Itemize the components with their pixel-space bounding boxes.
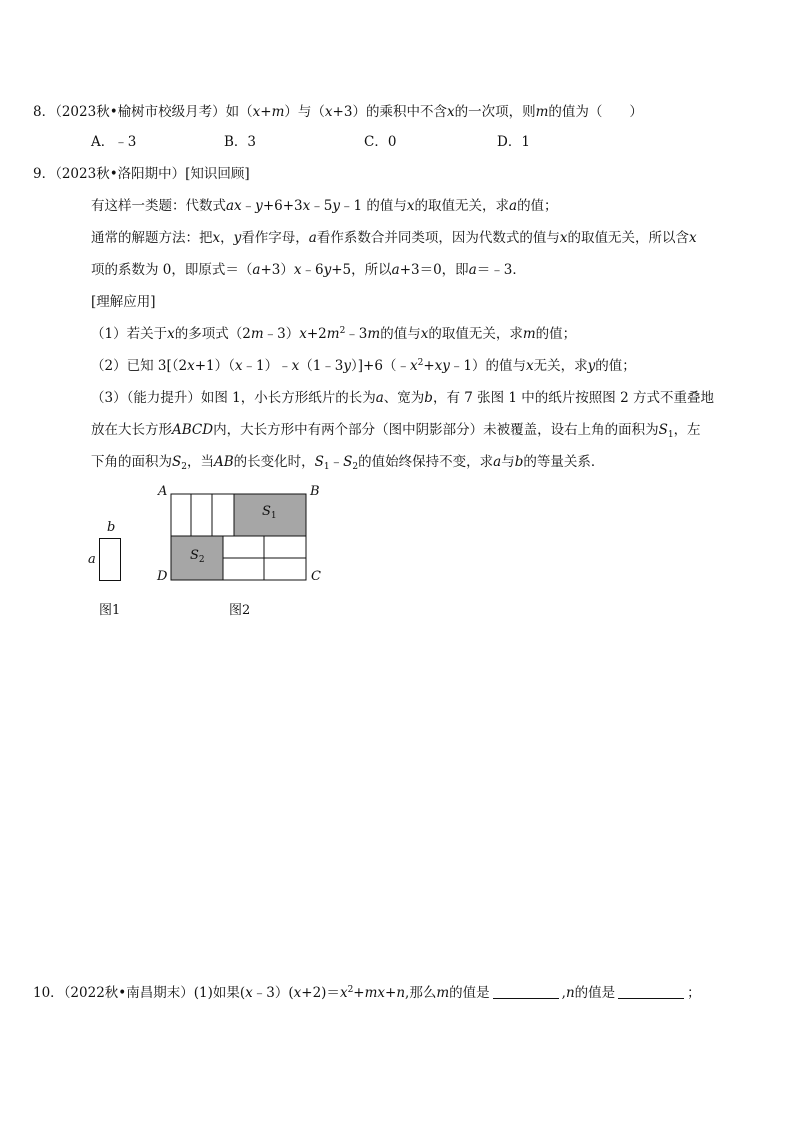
fig2-caption: 图2 bbox=[229, 603, 251, 618]
q10-number: 10． bbox=[33, 985, 64, 1001]
q8-option-d[interactable]: D．1 bbox=[497, 134, 530, 150]
q8-option-a[interactable]: A．﹣3 bbox=[91, 134, 137, 150]
q9-part-3-line-2: 放在大长方形ABCD内，大长方形中有两个部分（图中阴影部分）未被覆盖，设右上角的面积为$S_1$，左 bbox=[91, 422, 701, 440]
fig2-vertex-c: C bbox=[311, 569, 321, 584]
q9-review-line-2: 通常的解题方法：把x，y看作字母，a看作系数合并同类项，因为代数式的值与x的取值无关，所以含x bbox=[91, 230, 697, 246]
q9-review-line-1: 有这样一类题：代数式ax﹣y+6+3x﹣5y﹣1 的值与x的取值无关，求a的值； bbox=[91, 198, 558, 214]
fig2-diagram bbox=[160, 484, 330, 586]
fig1-small-rectangle bbox=[99, 538, 121, 581]
q9-review-line-3: 项的系数为 0，即原式＝（a+3）x﹣6y+5，所以a+3＝0，即a＝﹣3． bbox=[91, 262, 526, 278]
q8-stem: 8．（2023秋•榆树市校级月考）如（x+m）与（x+3）的乘积中不含x的一次项，则m的值为（ ） bbox=[33, 104, 643, 120]
q9-part-3-line-3: 下角的面积为$S_2$，当AB的长变化时，$S_1﹣S_2$的值始终保持不变，求a与b的等量关系． bbox=[91, 454, 605, 472]
fig2-vertex-d: D bbox=[157, 569, 168, 584]
fig1-label-a: a bbox=[88, 552, 96, 567]
fig1-caption: 图1 bbox=[99, 603, 121, 618]
q9-number: 9． bbox=[33, 166, 56, 182]
fig1-label-b: b bbox=[107, 520, 116, 535]
q8-option-c[interactable]: C．0 bbox=[364, 134, 397, 150]
fig2-vertex-b: B bbox=[310, 484, 320, 499]
q10-answer-blank-m[interactable] bbox=[493, 984, 559, 999]
q9-part-2: （2）已知 $3[(2x+1)(x﹣1)﹣x(1﹣3y)]+6(﹣x^2+xy﹣1)$的值与x无关，求y的值； bbox=[91, 358, 636, 374]
q8-option-b[interactable]: B．3 bbox=[224, 134, 257, 150]
q9-part-1: （1）若关于x的多项式$(2m﹣3)x+2m^2﹣3m$的值与x的取值无关，求m的值； bbox=[91, 326, 577, 342]
q10-answer-blank-n[interactable] bbox=[618, 984, 684, 999]
fig2-vertex-a: A bbox=[158, 484, 168, 499]
q10-source: （2022秋•南昌期末） bbox=[63, 985, 194, 1001]
q10-stem: 10．（2022秋•南昌期末）(1)如果$(x﹣3)(x+2)=x^2+mx+n$,那么m的值是 ,n的值是 ； bbox=[33, 985, 701, 1001]
fig2-label-s1: $S_1$ bbox=[262, 504, 277, 521]
q9-source: （2023秋•洛阳期中）[知识回顾] bbox=[55, 166, 250, 182]
q8-source: （2023秋•榆树市校级月考） bbox=[55, 104, 226, 120]
q9-header bbox=[33, 164, 250, 184]
q9-apply-heading: [理解应用] bbox=[91, 294, 156, 310]
q9-part-3-line-1: （3）（能力提升）如图 1，小长方形纸片的长为a、宽为b，有 7 张图 1 中的纸片按照图 2 方式不重叠地 bbox=[91, 390, 714, 406]
fig2-label-s2: $S_2$ bbox=[190, 548, 205, 565]
q8-number: 8． bbox=[33, 104, 56, 120]
